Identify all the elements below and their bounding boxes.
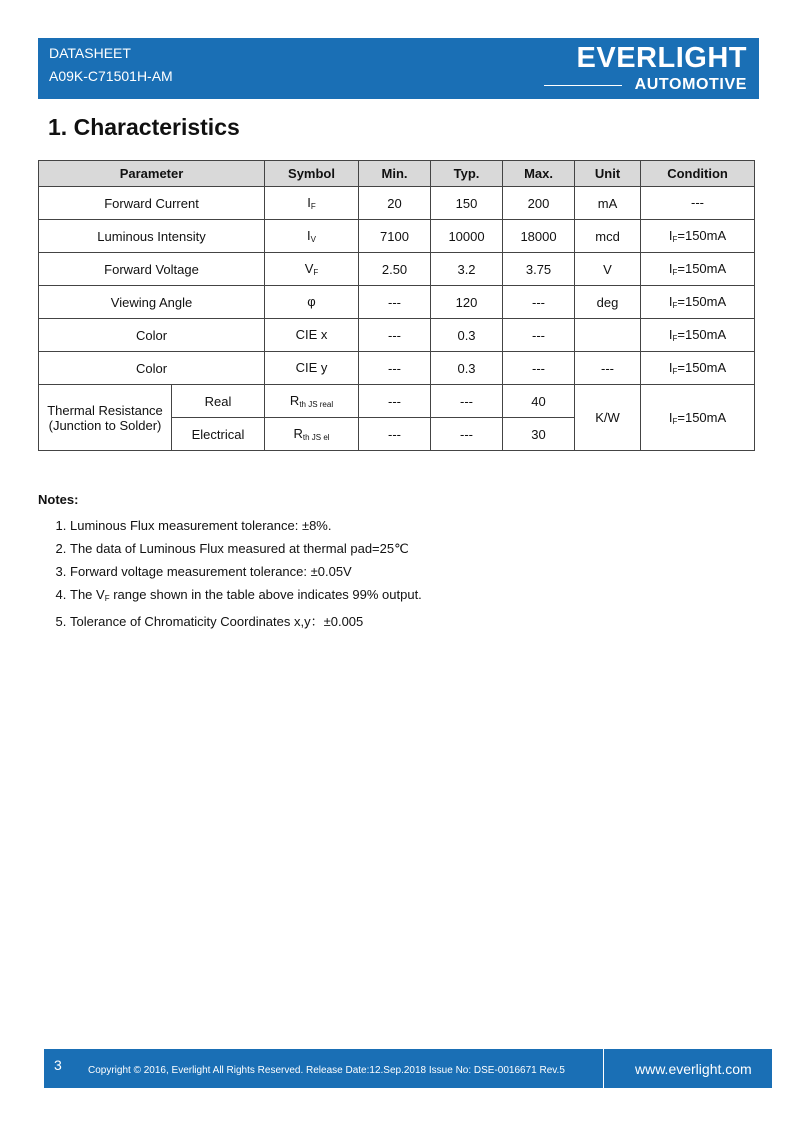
table-row xyxy=(39,253,755,286)
logo-brand: EVERLIGHT xyxy=(576,42,747,74)
condition-cell: IF=150mA xyxy=(641,220,755,253)
part-number: A09K-C71501H-AM xyxy=(49,68,173,84)
min-cell: --- xyxy=(359,319,431,352)
header-symbol: Symbol xyxy=(265,161,359,187)
thermal-unit-cell: K/W xyxy=(575,385,641,451)
unit-cell: V xyxy=(575,253,641,286)
footer-divider xyxy=(603,1049,604,1088)
max-cell: --- xyxy=(503,319,575,352)
section-title xyxy=(48,114,240,141)
table-row xyxy=(39,286,755,319)
condition-cell: IF=150mA xyxy=(641,319,755,352)
logo-sub: AUTOMOTIVE xyxy=(634,76,747,93)
page-header xyxy=(38,38,759,99)
max-cell: --- xyxy=(503,352,575,385)
min-cell: 7100 xyxy=(359,220,431,253)
header-min: Min. xyxy=(359,161,431,187)
table-row xyxy=(39,319,755,352)
thermal-condition-cell: IF=150mA xyxy=(641,385,755,451)
website-link[interactable]: www.everlight.com xyxy=(635,1061,752,1077)
note-item: 4. The VF range shown in the table above indicates 99% output. xyxy=(70,583,422,610)
thermal-label-cell: Real xyxy=(172,385,265,418)
thermal-param-line1: Thermal Resistance xyxy=(47,402,163,418)
section-number: 1. xyxy=(48,114,68,140)
header-unit: Unit xyxy=(575,161,641,187)
max-cell: --- xyxy=(503,286,575,319)
typ-cell: 10000 xyxy=(431,220,503,253)
min-cell: --- xyxy=(359,385,431,418)
header-condition: Condition xyxy=(641,161,755,187)
param-cell: Color xyxy=(39,352,265,385)
symbol-cell: CIE y xyxy=(265,352,359,385)
min-cell: --- xyxy=(359,286,431,319)
param-cell: Luminous Intensity xyxy=(39,220,265,253)
max-cell: 40 xyxy=(503,385,575,418)
table-row xyxy=(39,220,755,253)
symbol-cell: φ xyxy=(265,286,359,319)
notes-section xyxy=(38,492,422,633)
symbol-cell: VF xyxy=(265,253,359,286)
max-cell: 3.75 xyxy=(503,253,575,286)
notes-list xyxy=(38,514,422,633)
unit-cell xyxy=(575,319,641,352)
typ-cell: 150 xyxy=(431,187,503,220)
condition-cell: IF=150mA xyxy=(641,253,755,286)
table-row xyxy=(39,187,755,220)
unit-cell: deg xyxy=(575,286,641,319)
doc-type: DATASHEET xyxy=(49,45,131,61)
min-cell: 20 xyxy=(359,187,431,220)
typ-cell: 3.2 xyxy=(431,253,503,286)
unit-cell: --- xyxy=(575,352,641,385)
logo-rule xyxy=(544,85,622,86)
typ-cell: 0.3 xyxy=(431,352,503,385)
condition-cell: --- xyxy=(641,187,755,220)
unit-cell: mcd xyxy=(575,220,641,253)
max-cell: 18000 xyxy=(503,220,575,253)
header-typ: Typ. xyxy=(431,161,503,187)
min-cell: --- xyxy=(359,352,431,385)
param-cell: Color xyxy=(39,319,265,352)
param-cell: Forward Voltage xyxy=(39,253,265,286)
typ-cell: 120 xyxy=(431,286,503,319)
min-cell: --- xyxy=(359,418,431,451)
symbol-cell: Rth JS real xyxy=(265,385,359,418)
characteristics-table xyxy=(38,160,755,451)
page-number: 3 xyxy=(54,1057,62,1073)
note-item: 2. The data of Luminous Flux measured at thermal pad=25℃ xyxy=(70,537,422,560)
thermal-param-cell xyxy=(39,385,172,451)
section-title-text: Characteristics xyxy=(73,114,240,140)
param-cell: Forward Current xyxy=(39,187,265,220)
param-cell: Viewing Angle xyxy=(39,286,265,319)
symbol-cell: IV xyxy=(265,220,359,253)
note-item: 3. Forward voltage measurement tolerance: ±0.05V xyxy=(70,560,422,583)
condition-cell: IF=150mA xyxy=(641,286,755,319)
note-item: 5. Tolerance of Chromaticity Coordinates x,y：±0.005 xyxy=(70,610,422,633)
notes-title: Notes: xyxy=(38,492,79,507)
condition-cell: IF=150mA xyxy=(641,352,755,385)
unit-cell: mA xyxy=(575,187,641,220)
header-parameter: Parameter xyxy=(39,161,265,187)
everlight-logo xyxy=(542,43,747,93)
copyright-text: Copyright © 2016, Everlight All Rights Reserved. Release Date:12.Sep.2018 Issue No: DSE-0016671 Rev.5 xyxy=(88,1065,565,1076)
max-cell: 200 xyxy=(503,187,575,220)
note-item: 1. Luminous Flux measurement tolerance: ±8%. xyxy=(70,514,422,537)
page-footer xyxy=(44,1049,772,1088)
max-cell: 30 xyxy=(503,418,575,451)
typ-cell: 0.3 xyxy=(431,319,503,352)
header-max: Max. xyxy=(503,161,575,187)
thermal-param-line2: (Junction to Solder) xyxy=(48,417,162,433)
typ-cell: --- xyxy=(431,418,503,451)
min-cell: 2.50 xyxy=(359,253,431,286)
symbol-cell: CIE x xyxy=(265,319,359,352)
thermal-label-cell: Electrical xyxy=(172,418,265,451)
typ-cell: --- xyxy=(431,385,503,418)
symbol-cell: IF xyxy=(265,187,359,220)
symbol-cell: Rth JS el xyxy=(265,418,359,451)
table-row-thermal-real xyxy=(39,385,755,418)
table-header-row xyxy=(39,161,755,187)
table-row xyxy=(39,352,755,385)
